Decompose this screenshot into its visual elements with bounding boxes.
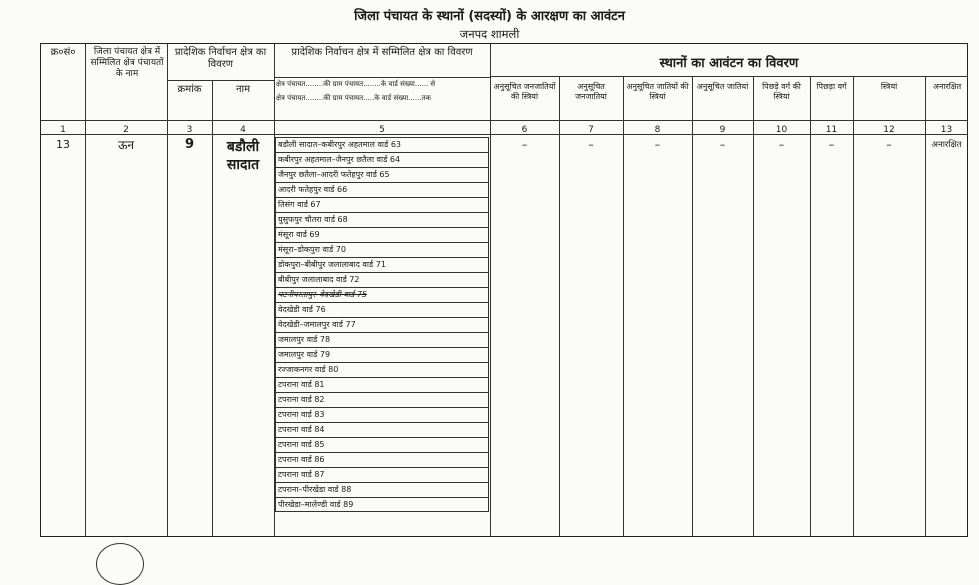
ward-row: बडौली सादात–कबीरपुर अहतमाल वार्ड 63 [275, 137, 489, 152]
row-kshetra-panchayat: ऊन [117, 138, 135, 152]
ward-row: मंसूरा–डोकपुरा वार्ड 70 [275, 242, 489, 257]
ward-row: टपराना वार्ड 85 [275, 437, 489, 452]
ward-row: युसुफपुर चौतरा वार्ड 68 [275, 212, 489, 227]
col-number: 5 [379, 125, 385, 135]
header-st-women: अनुसूचित जनजातियों की स्त्रियां [493, 82, 556, 101]
dash-st-women: – [521, 138, 528, 151]
document-subtitle: जनपद शामली [459, 27, 520, 41]
header-kramank: क्रमांक [177, 84, 202, 95]
header-obc-women: पिछड़े वर्ग की स्त्रियां [762, 82, 801, 101]
header-st: अनुसूचित जनजातियां [575, 82, 607, 101]
col-number: 8 [654, 125, 661, 135]
col-number: 9 [719, 125, 726, 135]
dash-women: – [886, 138, 892, 151]
ward-row: कबीरपुर अहतमाल–जैनपुर छतैला वार्ड 64 [275, 152, 489, 167]
ward-row: टपराना वार्ड 87 [275, 467, 489, 482]
col-number: 2 [123, 125, 129, 135]
row-kramank: 9 [184, 137, 195, 152]
ward-row: आदरी फतेहपुर वार्ड 66 [275, 182, 489, 197]
col-number: 10 [775, 125, 788, 135]
col-number: 3 [186, 125, 193, 135]
col-number: 7 [588, 125, 594, 135]
ward-row: मंसूरा वार्ड 69 [275, 227, 489, 242]
col-number: 1 [60, 125, 66, 135]
header-kshetra-panchayat: जिला पंचायत क्षेत्र में सम्मिलित क्षेत्र पंचायतों के नाम [90, 47, 164, 79]
ward-row-struck: पटनीपरतापुर–वेदखेडी वार्ड 75 [275, 287, 489, 302]
header-obc: पिछड़ा वर्ग [816, 82, 847, 91]
header-naam: नाम [235, 84, 251, 95]
document-title: जिला पंचायत के स्थानों (सदस्यों) के आरक्षण का आवंटन [354, 9, 625, 24]
ward-row: डोकपुरा–बीबीपुर जलालाबाद वार्ड 71 [275, 257, 489, 272]
row-status-unreserved: अनारक्षित [931, 140, 962, 150]
ward-row: पीरखेडा–मालेण्डी वार्ड 89 [275, 497, 489, 512]
ward-row: जैनपुर छतैला–आदरी फतेहपुर वार्ड 65 [275, 167, 489, 182]
header-area-from: क्षेत्र पंचायत........की ग्राम पंचायत........के वार्ड संख्या...... से [276, 80, 436, 88]
ward-row: टपराना वार्ड 81 [275, 377, 489, 392]
ward-row: वेदखेडी वार्ड 76 [275, 302, 489, 317]
col-number: 13 [940, 125, 953, 135]
allotment-table [40, 43, 968, 537]
row-constituency-name: बडौली सादात [226, 139, 260, 173]
ward-row: तिसंग वार्ड 67 [275, 197, 489, 212]
col-number: 6 [521, 125, 528, 135]
dash-sc-women: – [654, 138, 661, 151]
col-number: 4 [240, 125, 246, 135]
header-sc-women: अनुसूचित जातियों की स्त्रियां [626, 82, 689, 101]
dash-st: – [588, 138, 594, 151]
header-regional-constituency: प्रादेशिक निर्वाचन क्षेत्र का विवरण [174, 47, 267, 70]
dash-obc: – [828, 138, 835, 151]
header-unreserved: अनारक्षित [932, 82, 962, 91]
header-area-to: क्षेत्र पंचायत........की ग्राम पंचायत.....के वार्ड संख्या......तक [276, 94, 431, 102]
header-allotment: स्थानों का आवंटन का विवरण [659, 56, 799, 71]
row-serial: 13 [56, 138, 70, 151]
stamp-circle [96, 543, 144, 585]
ward-row: बीबीपुर जलालाबाद वार्ड 72 [275, 272, 489, 287]
ward-row: टपराना वार्ड 84 [275, 422, 489, 437]
col-number: 12 [883, 125, 895, 135]
ward-row: वेदखेडी–जमालपुर वार्ड 77 [275, 317, 489, 332]
dash-obc-women: – [778, 138, 785, 151]
header-women: स्त्रियां [880, 82, 898, 91]
header-sc: अनुसूचित जातियां [696, 82, 749, 91]
header-included-area: प्रादेशिक निर्वाचन क्षेत्र में सम्मिलित क्षेत्र का विवरण [291, 47, 473, 58]
ward-row: टपराना–पीरखेडा वार्ड 88 [275, 482, 489, 497]
ward-row: टपराना वार्ड 83 [275, 407, 489, 422]
ward-row: जमालपुर वार्ड 78 [275, 332, 489, 347]
ward-row: टपराना वार्ड 82 [275, 392, 489, 407]
ward-row: टपराना वार्ड 86 [275, 452, 489, 467]
ward-row: जमालपुर वार्ड 79 [275, 347, 489, 362]
dash-sc: – [719, 138, 726, 151]
header-serial: क्र०सं० [50, 47, 76, 58]
ward-row: रज्जाकनगर वार्ड 80 [275, 362, 489, 377]
col-number: 11 [825, 125, 838, 135]
